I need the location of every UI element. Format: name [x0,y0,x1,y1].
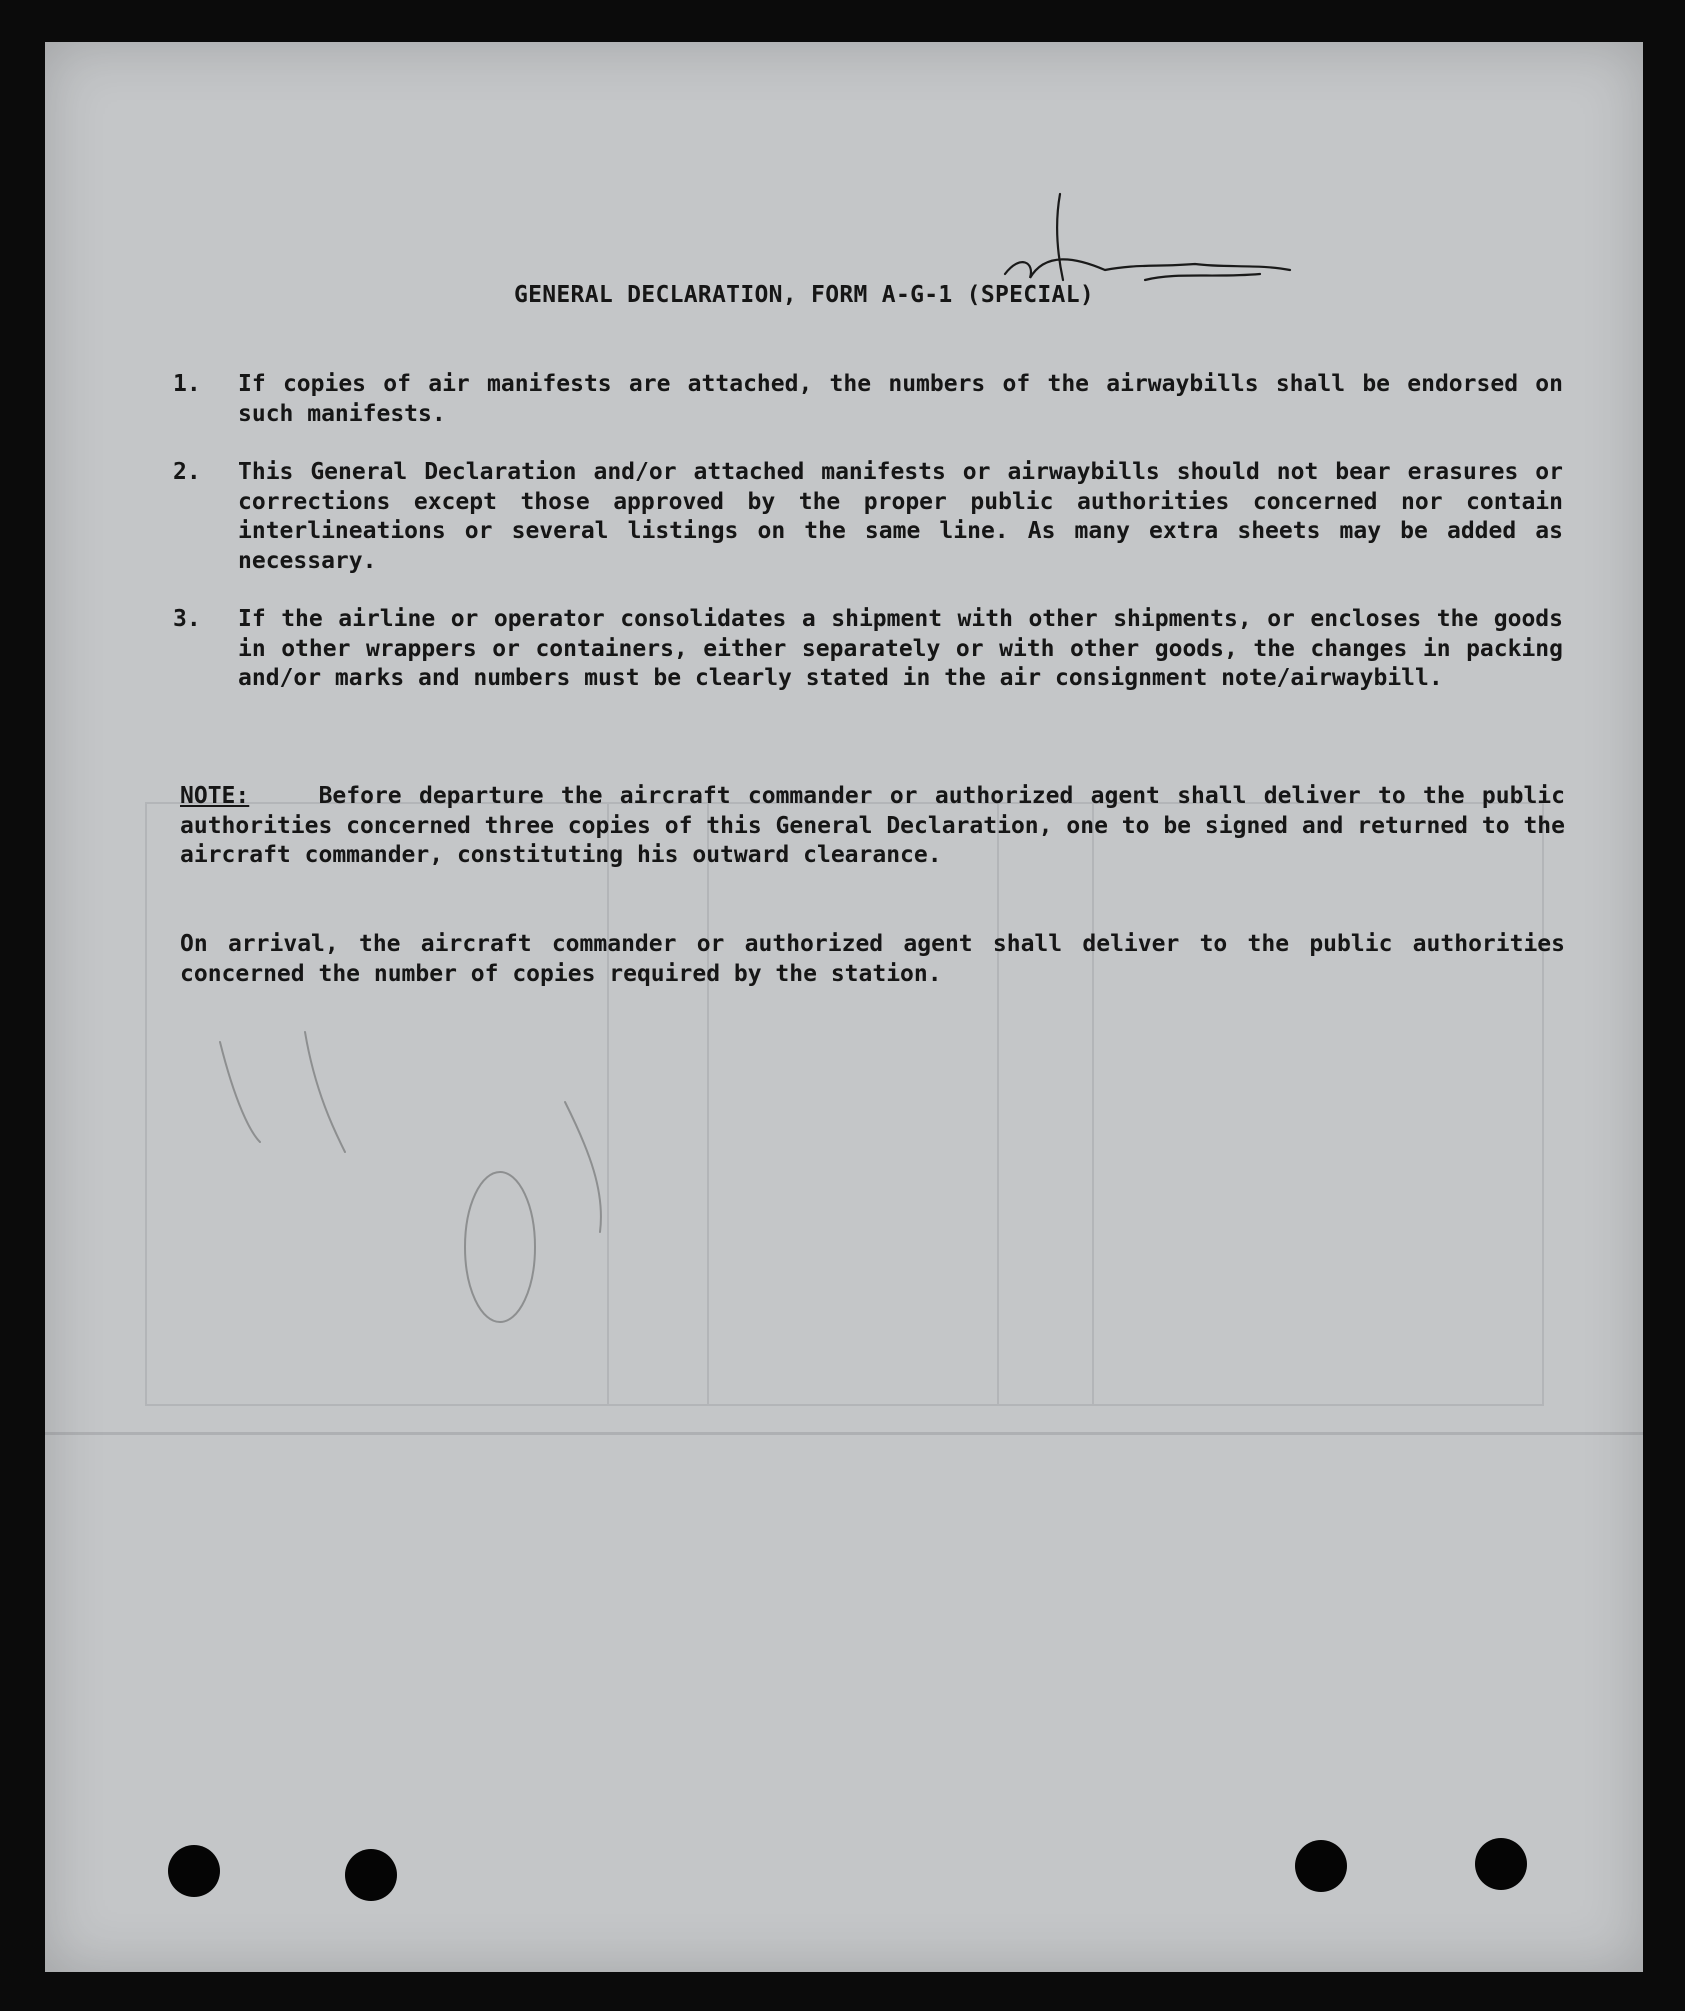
item-text: This General Declaration and/or attached manifests or airwaybills should not bear erasures or corrections except those approved by the proper public authorities concerned nor contain interlineations or several listings on the same line. As many extra sheets may be added as necessary. [238,459,1563,574]
document-title: GENERAL DECLARATION, FORM A-G-1 (SPECIAL) [513,282,1095,308]
item-number: 3. [173,606,201,632]
note-text: Before departure the aircraft commander or authorized agent shall deliver to the public authorities concerned three copies of this General Declaration, one to be signed and returned to the aircraft commander, constituting his outward clearance. [180,783,1565,868]
item-number: 1. [173,371,201,397]
punch-hole [168,1845,220,1897]
punch-hole [1295,1840,1347,1892]
item-text: If the airline or operator consolidates a shipment with other shipments, or encloses the goods in other wrappers or containers, either separately or with other goods, the changes in packing and/or marks and numbers must be clearly stated in the air consignment note/airwaybill. [238,606,1563,691]
arrival-text: On arrival, the aircraft commander or authorized agent shall deliver to the public authorities concerned the number of copies required by the station. [180,931,1565,987]
punch-hole [345,1849,397,1901]
item-text: If copies of air manifests are attached, the numbers of the airwaybills shall be endorsed on such manifests. [238,371,1563,427]
note-label: NOTE: [180,783,250,809]
document-page [45,42,1643,1972]
item-number: 2. [173,459,201,485]
punch-hole [1475,1838,1527,1890]
handwritten-marks [45,42,1643,1972]
